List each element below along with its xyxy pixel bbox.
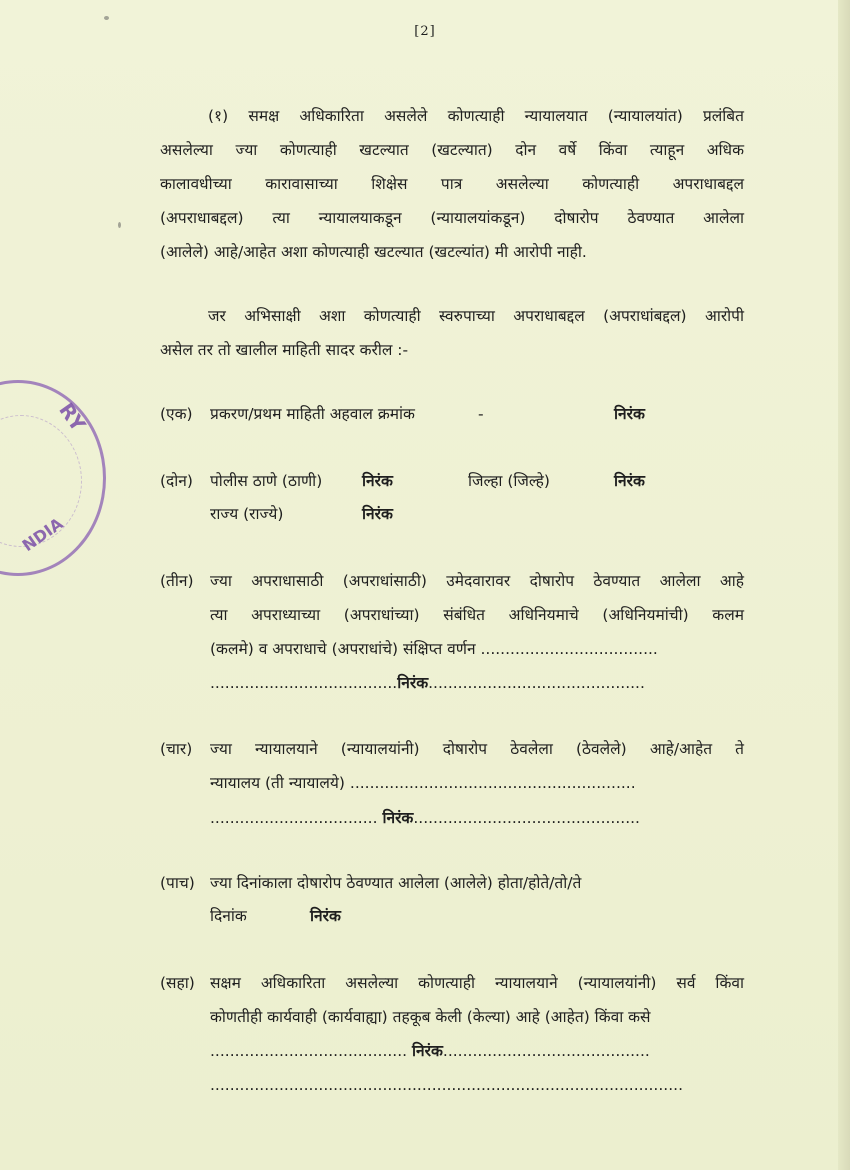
stamp-text-bottom: NDIA bbox=[18, 513, 67, 556]
item2-district-value: निरंक bbox=[614, 472, 645, 490]
item2-state-label: राज्य (राज्ये) bbox=[210, 505, 284, 523]
ink-speck bbox=[104, 16, 109, 20]
item1-label: प्रकरण/प्रथम माहिती अहवाल क्रमांक bbox=[210, 405, 415, 423]
page-number: [2] bbox=[414, 24, 436, 39]
para1-line-5: (आलेले) आहे/आहेत अशा कोणत्याही खटल्यात (खटल्यांत) मी आरोपी नाही. bbox=[160, 243, 587, 261]
item4-fill-left: .................................. bbox=[210, 809, 378, 827]
item5-value: निरंक bbox=[310, 907, 341, 925]
item5-date-label: दिनांक bbox=[210, 907, 247, 925]
para1-line-1: (१) समक्ष अधिकारिता असलेले कोणत्याही न्यायालयात (न्यायालयांत) प्रलंबित bbox=[208, 107, 744, 125]
item6-line-1: सक्षम अधिकारिता असलेल्या कोणत्याही न्यायालयाने (न्यायालयांनी) सर्व किंवा bbox=[210, 974, 744, 992]
para1-line-3: कालावधीच्या कारावासाच्या शिक्षेस पात्र असलेल्या कोणत्याही अपराधाबद्दल bbox=[160, 175, 744, 193]
item2-number: (दोन) bbox=[160, 472, 193, 490]
item3-number: (तीन) bbox=[160, 572, 194, 590]
item4-line-2: न्यायालय (ती न्यायालये) .......................................................... bbox=[210, 774, 636, 792]
item2-police-value: निरंक bbox=[362, 472, 393, 490]
item3-line-1: ज्या अपराधासाठी (अपराधांसाठी) उमेदवारावर दोषारोप ठेवण्यात आलेला आहे bbox=[210, 572, 744, 590]
item6-line-2: कोणतीही कार्यवाही (कार्यवाह्या) तहकूब केली (केल्या) आहे (आहेत) किंवा कसे bbox=[210, 1008, 651, 1026]
item6-blank-line: ................................................................................................ bbox=[210, 1076, 683, 1094]
stamp-text-top: RY bbox=[54, 398, 91, 436]
item6-fill-left: ........................................ bbox=[210, 1042, 408, 1060]
item4-fill-right: .............................................. bbox=[413, 809, 640, 827]
item3-fill-line bbox=[210, 673, 645, 693]
item3-line-3: (कलमे) व अपराधाचे (अपराधांचे) संक्षिप्त वर्णन .................................... bbox=[210, 640, 658, 658]
para1-line-2: असलेल्या ज्या कोणत्याही खटल्यात (खटल्यात) दोन वर्षे किंवा त्याहून अधिक bbox=[160, 141, 744, 159]
item6-fill-right: .......................................... bbox=[442, 1042, 650, 1060]
item6-fill-line bbox=[210, 1041, 650, 1061]
item4-value: निरंक bbox=[382, 809, 414, 827]
item4-number: (चार) bbox=[160, 740, 193, 758]
item1-dash: - bbox=[478, 405, 484, 423]
item2-district-label: जिल्हा (जिल्हे) bbox=[468, 472, 550, 490]
item4-fill-line bbox=[210, 808, 640, 828]
item3-fill-left: ...................................... bbox=[210, 674, 398, 692]
para2-line-2: असेल तर तो खालील माहिती सादर करील :- bbox=[160, 341, 409, 359]
para2-line-1: जर अभिसाक्षी अशा कोणत्याही स्वरुपाच्या अपराधाबद्दल (अपराधांबद्दल) आरोपी bbox=[208, 307, 744, 325]
item2-police-label: पोलीस ठाणे (ठाणी) bbox=[210, 472, 323, 490]
item6-value: निरंक bbox=[412, 1042, 443, 1060]
para1-line-4: (अपराधाबद्दल) त्या न्यायालयाकडून (न्यायालयांकडून) दोषारोप ठेवण्यात आलेला bbox=[160, 209, 744, 227]
item5-number: (पाच) bbox=[160, 874, 195, 892]
item1-number: (एक) bbox=[160, 405, 193, 423]
item6-number: (सहा) bbox=[160, 974, 195, 992]
item2-state-value: निरंक bbox=[362, 505, 393, 523]
item4-line-1: ज्या न्यायालयाने (न्यायालयांनी) दोषारोप ठेवलेला (ठेवलेले) आहे/आहेत ते bbox=[210, 740, 744, 758]
item1-value: निरंक bbox=[614, 405, 645, 423]
page-edge bbox=[838, 0, 850, 1170]
item5-line: ज्या दिनांकाला दोषारोप ठेवण्यात आलेला (आलेले) होता/होते/तो/ते bbox=[210, 874, 582, 892]
item3-fill-right: ............................................ bbox=[428, 674, 645, 692]
ink-speck bbox=[118, 222, 121, 228]
item3-line-2: त्या अपराध्याच्या (अपराधांच्या) संबंधित अधिनियमाचे (अधिनियमांची) कलम bbox=[210, 606, 744, 624]
item3-value: निरंक bbox=[397, 674, 429, 692]
